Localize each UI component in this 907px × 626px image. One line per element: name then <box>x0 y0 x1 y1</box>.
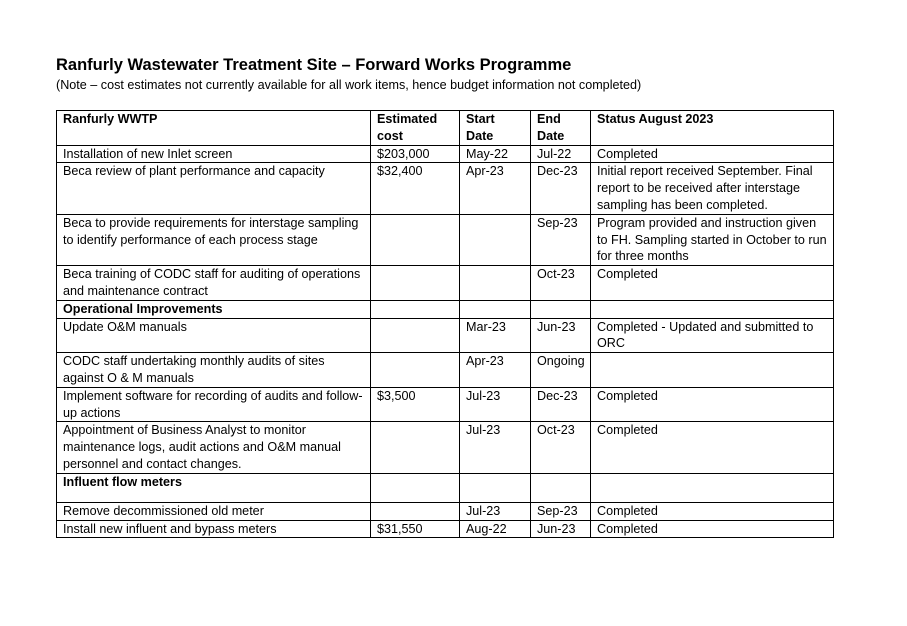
document-note: (Note – cost estimates not currently available for all work items, hence budget information not completed) <box>56 78 642 92</box>
cell-item: Installation of new Inlet screen <box>57 145 371 163</box>
cell-item: CODC staff undertaking monthly audits of sites against O & M manuals <box>57 353 371 388</box>
cell-cost <box>371 353 460 388</box>
cell-start-date: Aug-22 <box>460 520 531 538</box>
cell-status: Completed <box>591 145 834 163</box>
table-row <box>57 387 834 422</box>
cell-start-date <box>460 266 531 301</box>
cell-item: Remove decommissioned old meter <box>57 502 371 520</box>
header-start-date: Start Date <box>460 111 531 146</box>
cell-cost: $31,550 <box>371 520 460 538</box>
cell-cost <box>371 422 460 473</box>
cell-cost: $3,500 <box>371 387 460 422</box>
cell-status <box>591 353 834 388</box>
cell-status: Completed - Updated and submitted to ORC <box>591 318 834 353</box>
cell-item: Influent flow meters <box>57 473 371 502</box>
cell-end-date <box>531 473 591 502</box>
cell-start-date: May-22 <box>460 145 531 163</box>
table-row <box>57 520 834 538</box>
cell-start-date <box>460 300 531 318</box>
cell-status: Completed <box>591 422 834 473</box>
cell-item: Appointment of Business Analyst to monitor maintenance logs, audit actions and O&M manual personnel and contact changes. <box>57 422 371 473</box>
table-row <box>57 422 834 473</box>
cell-start-date <box>460 214 531 265</box>
cell-end-date <box>531 300 591 318</box>
cell-end-date: Ongoing <box>531 353 591 388</box>
cell-cost <box>371 473 460 502</box>
cell-item: Operational Improvements <box>57 300 371 318</box>
header-item: Ranfurly WWTP <box>57 111 371 146</box>
header-end-date: End Date <box>531 111 591 146</box>
forward-works-table <box>56 110 834 538</box>
cell-status <box>591 473 834 502</box>
table-section-row <box>57 473 834 502</box>
cell-item: Beca review of plant performance and capacity <box>57 163 371 214</box>
cell-status <box>591 300 834 318</box>
table-row <box>57 163 834 214</box>
cell-end-date: Dec-23 <box>531 387 591 422</box>
cell-start-date: Jul-23 <box>460 502 531 520</box>
cell-end-date: Sep-23 <box>531 214 591 265</box>
cell-end-date: Sep-23 <box>531 502 591 520</box>
header-cost: Estimated cost <box>371 111 460 146</box>
cell-cost <box>371 502 460 520</box>
cell-end-date: Jun-23 <box>531 520 591 538</box>
cell-start-date: Mar-23 <box>460 318 531 353</box>
cell-status: Program provided and instruction given to FH. Sampling started in October to run for three months <box>591 214 834 265</box>
cell-start-date: Apr-23 <box>460 353 531 388</box>
cell-item: Beca to provide requirements for interstage sampling to identify performance of each process stage <box>57 214 371 265</box>
table-row <box>57 353 834 388</box>
cell-item: Beca training of CODC staff for auditing of operations and maintenance contract <box>57 266 371 301</box>
cell-cost <box>371 266 460 301</box>
cell-start-date: Apr-23 <box>460 163 531 214</box>
cell-cost <box>371 214 460 265</box>
cell-end-date: Oct-23 <box>531 422 591 473</box>
table-row <box>57 214 834 265</box>
cell-start-date: Jul-23 <box>460 387 531 422</box>
table-row <box>57 145 834 163</box>
cell-cost <box>371 318 460 353</box>
cell-cost: $203,000 <box>371 145 460 163</box>
cell-cost: $32,400 <box>371 163 460 214</box>
cell-item: Implement software for recording of audits and follow-up actions <box>57 387 371 422</box>
cell-status: Completed <box>591 266 834 301</box>
cell-end-date: Jul-22 <box>531 145 591 163</box>
cell-status: Completed <box>591 502 834 520</box>
table-section-row <box>57 300 834 318</box>
document-title: Ranfurly Wastewater Treatment Site – Forward Works Programme <box>56 56 572 74</box>
table-row <box>57 318 834 353</box>
table-row <box>57 502 834 520</box>
table-row <box>57 266 834 301</box>
cell-end-date: Oct-23 <box>531 266 591 301</box>
cell-status: Completed <box>591 520 834 538</box>
cell-item: Install new influent and bypass meters <box>57 520 371 538</box>
cell-status: Initial report received September. Final report to be received after interstage sampling has been completed. <box>591 163 834 214</box>
cell-start-date: Jul-23 <box>460 422 531 473</box>
cell-start-date <box>460 473 531 502</box>
cell-end-date: Dec-23 <box>531 163 591 214</box>
cell-item: Update O&M manuals <box>57 318 371 353</box>
cell-cost <box>371 300 460 318</box>
table-header-row <box>57 111 834 146</box>
cell-status: Completed <box>591 387 834 422</box>
header-status: Status August 2023 <box>591 111 834 146</box>
cell-end-date: Jun-23 <box>531 318 591 353</box>
table-body <box>57 145 834 538</box>
